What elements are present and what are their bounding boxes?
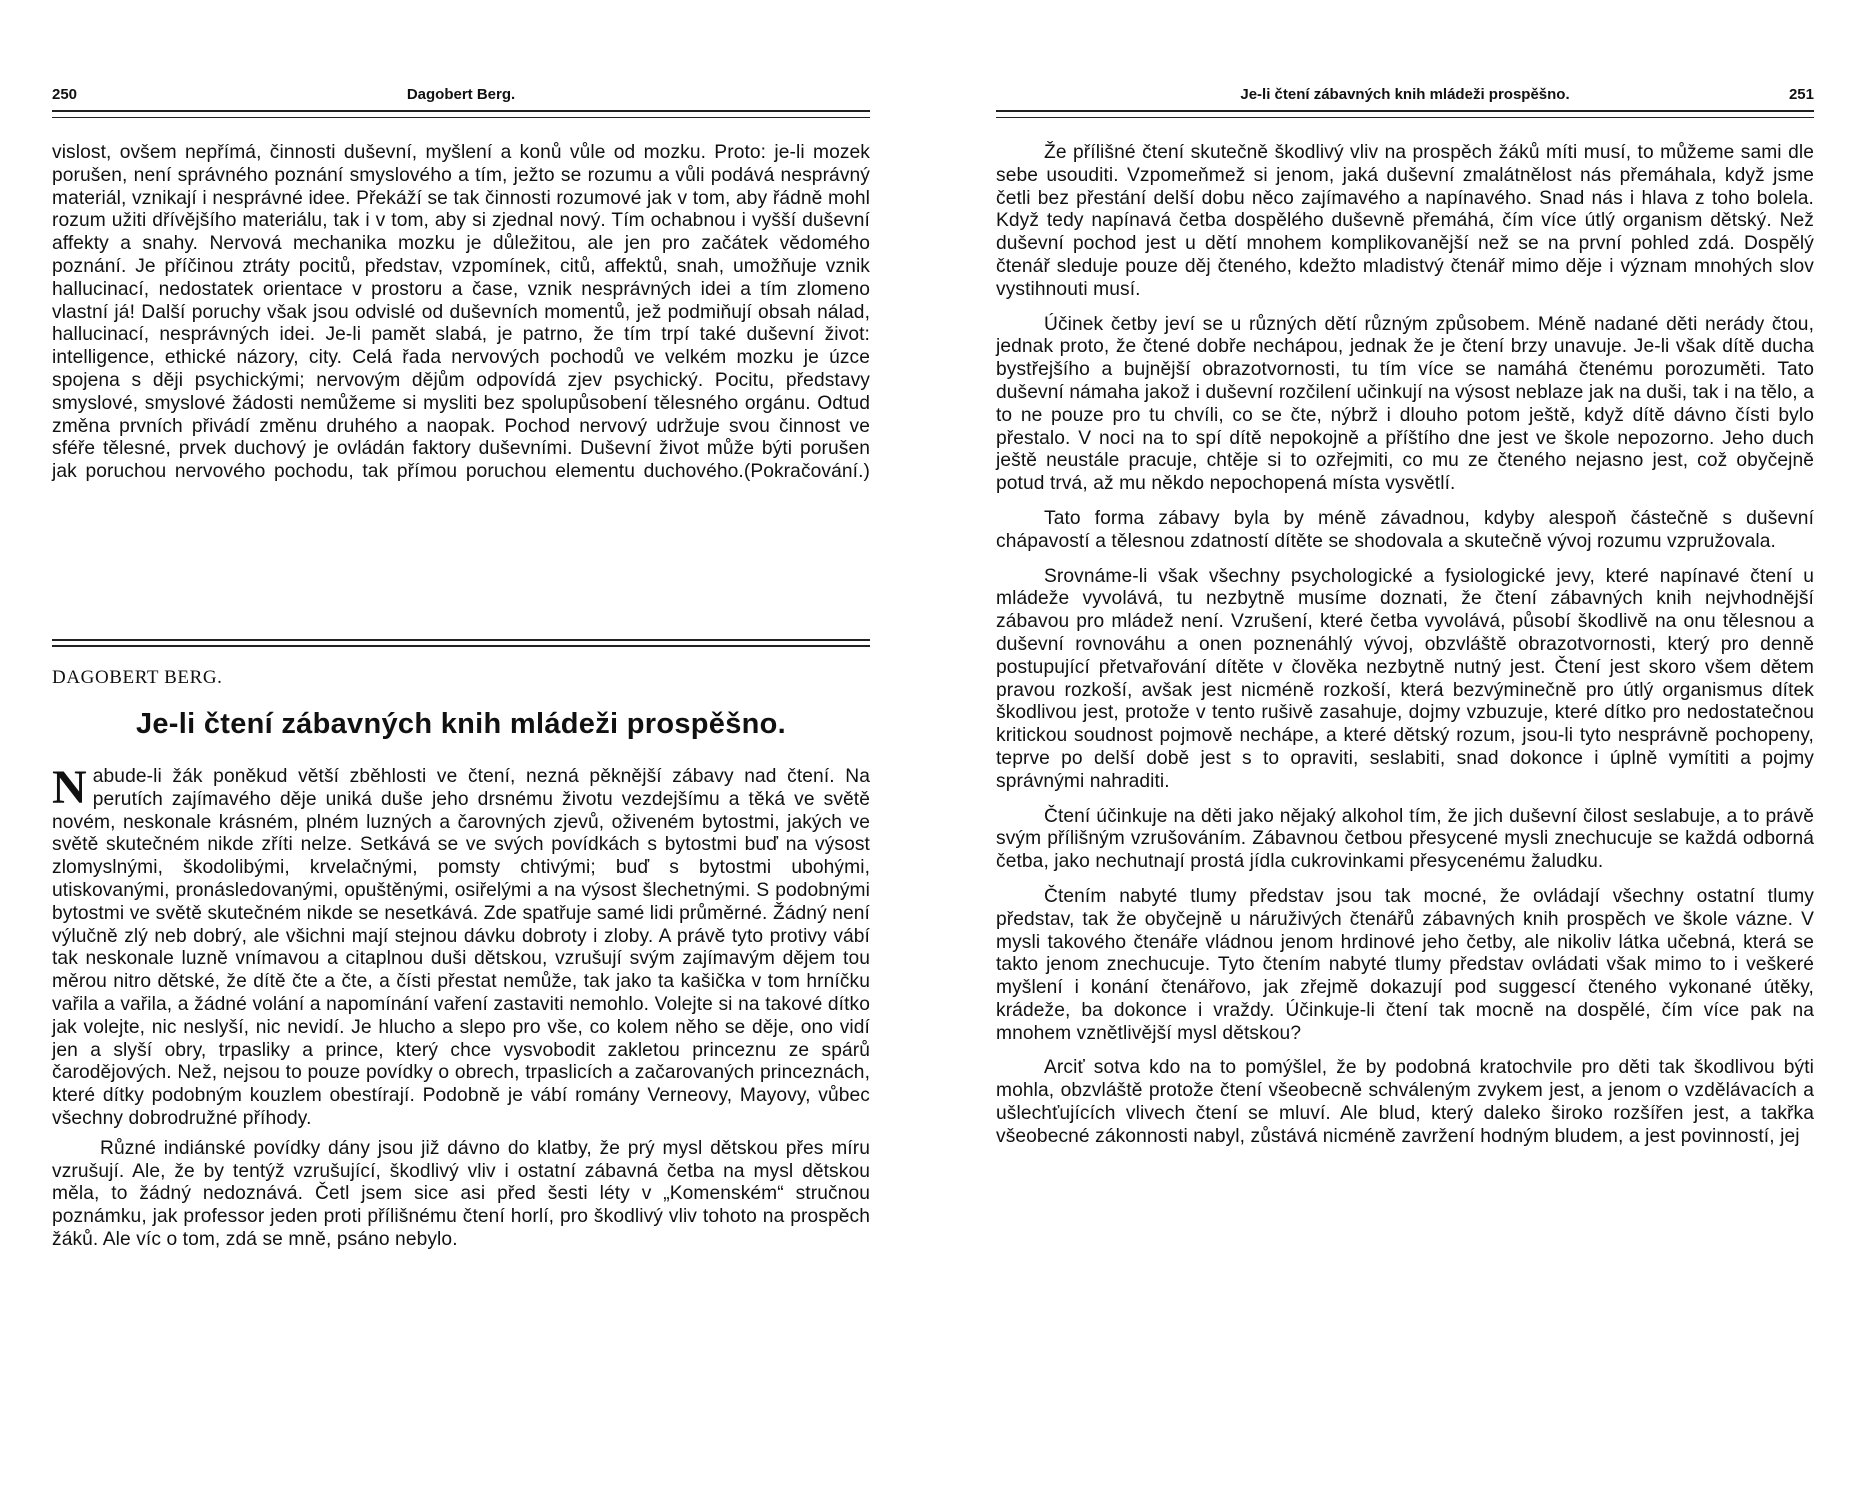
right-running-head	[996, 86, 1814, 110]
right-page	[996, 0, 1814, 1500]
body-paragraph: Tato forma zábavy byla by méně závadnou, kdyby alespoň částečně s duševní chápavostí a tělesnou zdatností dítěte se shodovala a skutečně vývoj rozumu vzpružovala.	[996, 507, 1814, 552]
header-rule	[52, 110, 870, 118]
section-divider	[52, 639, 870, 647]
page-number: 251	[1788, 86, 1814, 103]
body-paragraph: Čtením nabyté tlumy představ jsou tak mocné, že ovládají všechny ostatní tlumy představ, tak že obyčejně u náruživých čtenářů zábavných knih prospěch ve škole vázne. V mysli takového čtenáře vládnou jenom hrdinové jeho četby, ale nikoliv látka učebná, která se takto jenom znechucuje. Tyto čtením nabyté tlumy představ ovládati však mimo to i veškeré myšlení i konání čtenářovo, jak zřejmě dokazují pod suggescí čteného vykonané útěky, krádeže, ba dokonce i vraždy. Účinkuje-li čtení tak mocně na dospělé, čím více pak na mnohem vznětlivější mysl dětskou?	[996, 885, 1814, 1044]
running-head-title: Je-li čtení zábavných knih mládeži prospěšno.	[1240, 86, 1570, 103]
header-rule	[996, 110, 1814, 118]
article-title: Je-li čtení zábavných knih mládeži prospěšno.	[135, 708, 787, 740]
right-page-body	[996, 142, 1814, 1149]
body-paragraph: Čtení účinkuje na děti jako nějaký alkohol tím, že jich duševní čilost seslabuje, a to právě svým přílišným vzrušováním. Zábavnou četbou přesycené mysli znechucuje se každá odborná četba, jako nechutnají prostá jídla cukrovinkami přesycenému žaludku.	[996, 805, 1814, 873]
body-paragraph: Arciť sotva kdo na to pomýšlel, že by podobná kratochvile pro děti tak škodlivou býti mohla, obzvláště protože čtení všeobecně schváleným zvykem jest, a jenom o vzdělávacích a ušlechťujících vlivech čtení se mluví. Ale blud, který daleko široko rozšířen jest, a takřka všeobecné zákonnosti nabyl, zůstává nicméně zavržení hodným bludem, a jest povinností, jej	[996, 1057, 1814, 1147]
continuation-text-block	[52, 142, 870, 484]
drop-cap: N	[52, 761, 87, 814]
page-number: 250	[52, 86, 78, 103]
body-paragraph: Účinek četby jeví se u různých dětí různým způsobem. Méně nadané děti nerády čtou, jednak proto, že čtené dobře nechápou, jednak že je čtení brzy unavuje. Je-li však dítě ducha bystřejšího a bujnější obrazotvornosti, tu tím více se namáhá čtenému porozuměti. Tato duševní námaha jakož i duševní rozčilení učinkují na výsost neblaze jak na duši, tak i na tělo, a to ne pouze pro tu chvíli, co se čte, nýbrž i dlouho potom ještě, když dítě dávno čísti bylo přestalo. V noci na to spí dítě nepokojně a příštího dne jest ve škole nepozorno. Jeho duch ještě neustále pracuje, chtěje si to ozřejmiti, co mu ze čteného nejasno jest, což obyčejně potud trvá, až mu někdo nepochopená místa vysvětlí.	[996, 313, 1814, 495]
article-author: DAGOBERT BERG.	[52, 667, 223, 688]
running-head-title: Dagobert Berg.	[406, 86, 516, 103]
continuation-paragraph	[52, 142, 870, 484]
article-paragraph: Různé indiánské povídky dány jsou již dávno do klatby, že prý mysl dětskou přes míru vzrušují. Ale, že by tentýž vzrušující, škodlivý vliv i ostatní zábavná četba na mysl dětskou měla, to žádný nedoznává. Četl jsem sice asi před šesti léty v „Komenském“ stručnou poznámku, jak professor jeden proti přílišnému čtení horlí, pro škodlivý vliv tohoto na prospěch žáků. Ale víc o tom, zdá se mně, psáno nebylo.	[52, 1137, 870, 1250]
body-paragraph: Že přílišné čtení skutečně škodlivý vliv na prospěch žáků míti musí, to můžeme sami dle sebe usouditi. Vzpomeňmež si jenom, jaká duševní zmalátnělost nás přemáhala, když jsme četli bez přestání delší dobu něco zajímavého a napínavého. Snad nás i hlava z toho bolela. Když tedy napínavá četba dospělého duševně přemáhá, čím více útlý organism dětský. Než duševní pochod jest u dětí mnohem komplikovanější než se na první pohled zdá. Dospělý čtenář sleduje pouze děj čteného, kdežto mladistvý čtenář mimo děje i význam mnohých slov vystihnouti musí.	[996, 142, 1814, 300]
continuation-note: (Pokračování.)	[743, 461, 870, 483]
article-body	[52, 761, 870, 1252]
continuation-text: vislost, ovšem nepřímá, činnosti duševní, myšlení a konů vůle od mozku. Proto: je-li mozek porušen, není správného poznání smyslového a tím, ježto se rozumu a vůli podává nesprávný materiál, vznikají i nesprávné idee. Překáží se tak činnosti rozumové jak v tom, aby řádně mohl rozum užiti dřívějšího materiálu, tak i v tom, aby si zjednal nový. Tím ochabnou i vyšší duševní affekty a snahy. Nervová mechanika mozku je důležitou, ale jen pro začátek vědomého poznání. Je příčinou ztráty pocitů, představ, vzpomínek, citů, affektů, snah, umožňuje vznik hallucinací, nedostatek orientace v prostoru a čase, vznik nesprávných idei a tím zlomeno vlastní já! Další poruchy však jsou odvislé od duševních momentů, jež podmiňují obsah nálad, hallucinací, nesprávných idei. Je-li pamět slabá, je patrno, že tím trpí také duševní život: intelligence, ethické názory, city. Celá řada nervových pochodů ve velkém mozku je úzce spojena s ději psychickými; nervovým dějům odpovídá zjev psychický. Pocitu, představy smyslové, smyslové žádosti nemůžeme si mysliti bez spolupůsobení tělesného orgánu. Odtud změna prvních přivádí změnu druhého a naopak. Pochod nervový udržuje svou činnost ve sféře tělesné, prvek duchový je ovládán faktory duševními. Duševní život může býti porušen jak poruchou nervového pochodu, tak přímou poruchou elementu duchového.	[52, 142, 870, 483]
article-paragraph-1-text: abude-li žák poněkud větší zběhlosti ve čtení, nezná pěknější zábavy nad čtení. Na perutích zajímavého děje uniká duše jeho drsnému životu vezdejšímu a těká ve světě novém, neskonale krásném, plném luzných a čarovných zjevů, oživeném bytostmi, jakých ve světě skutečném nikde zříti nelze. Setkává se ve svých povídkách s bytostmi buď na výsost zlomyslnými, škodolibými, krvelačnými, pomsty chtivými; buď s bytostmi ubohými, utiskovanými, pronásledovanými, opuštěnými, osiřelými a na výsost šlechetnými. S podobnými bytostmi ve světě skutečném nikde se nesetkává. Zde spatřuje samé lidi průměrné. Žádný není výlučně zlý neb dobrý, ale všichni mají stejnou dávku dobroty i zloby. A právě tyto protivy vábí tak neskonale luzně vnímavou a citaplnou duši dětskou, vzrušují svým zajímavým dějem tou měrou nitro dětské, že dítě čte a čte, a čísti přestat nemůže, tak jako ta kašička v tom hrníčku vařila a vařila, a žádné volání a napomínání vaření zastaviti nemohlo. Volejte si na takové dítko jak volejte, nic neslyší, nic nevidí. Je hlucho a slepo pro vše, co kolem něho se děje, ono vidí jen a slyší obry, trpasliky a prince, který chce vysvobodit zakletou princeznu ze spárů čarodějových. Než, nejsou to pouze povídky o obrech, trpaslicích a začarovaných princeznách, které dítky podobným kouzlem obestírají. Podobně je vábí romány Verneovy, Mayovy, vůbec všechny dobrodružné příhody.	[52, 766, 870, 1129]
body-paragraph: Srovnáme-li však všechny psychologické a fysiologické jevy, které napínavé čtení u mládeže vyvolává, tu nezbytně musíme doznati, že čtení zábavných knih nejvhodnější zábavou pro mládež není. Vzrušení, které četba vyvolává, působí škodlivě na onu tělesnou a duševní rovnováhu a onen poznenáhlý vývoj, obzvláště obrazotvornosti, který pro denně postupující přetvařování dítěte v člověka nezbytně nutný jest. Čtení jest skoro všem dětem pravou rozkoší, avšak jest nicméně rozkoší, která bezvýminečně pro útlý organismus dítek škodlivou jest, protože v tento rušivě zasahuje, dojmy vzbuzuje, které dítko pro nedostatečnou kritickou soudnost pojmově nechápe, a které dětský rozum, jsou-li tyto nesprávně pochopeny, teprve po delší době jest s to opraviti, seslabiti, snad dokonce i úplně vymítiti a pojmy správnými nahraditi.	[996, 565, 1814, 792]
left-page	[52, 0, 870, 1500]
left-running-head	[52, 86, 870, 110]
article-paragraph	[52, 761, 870, 1131]
